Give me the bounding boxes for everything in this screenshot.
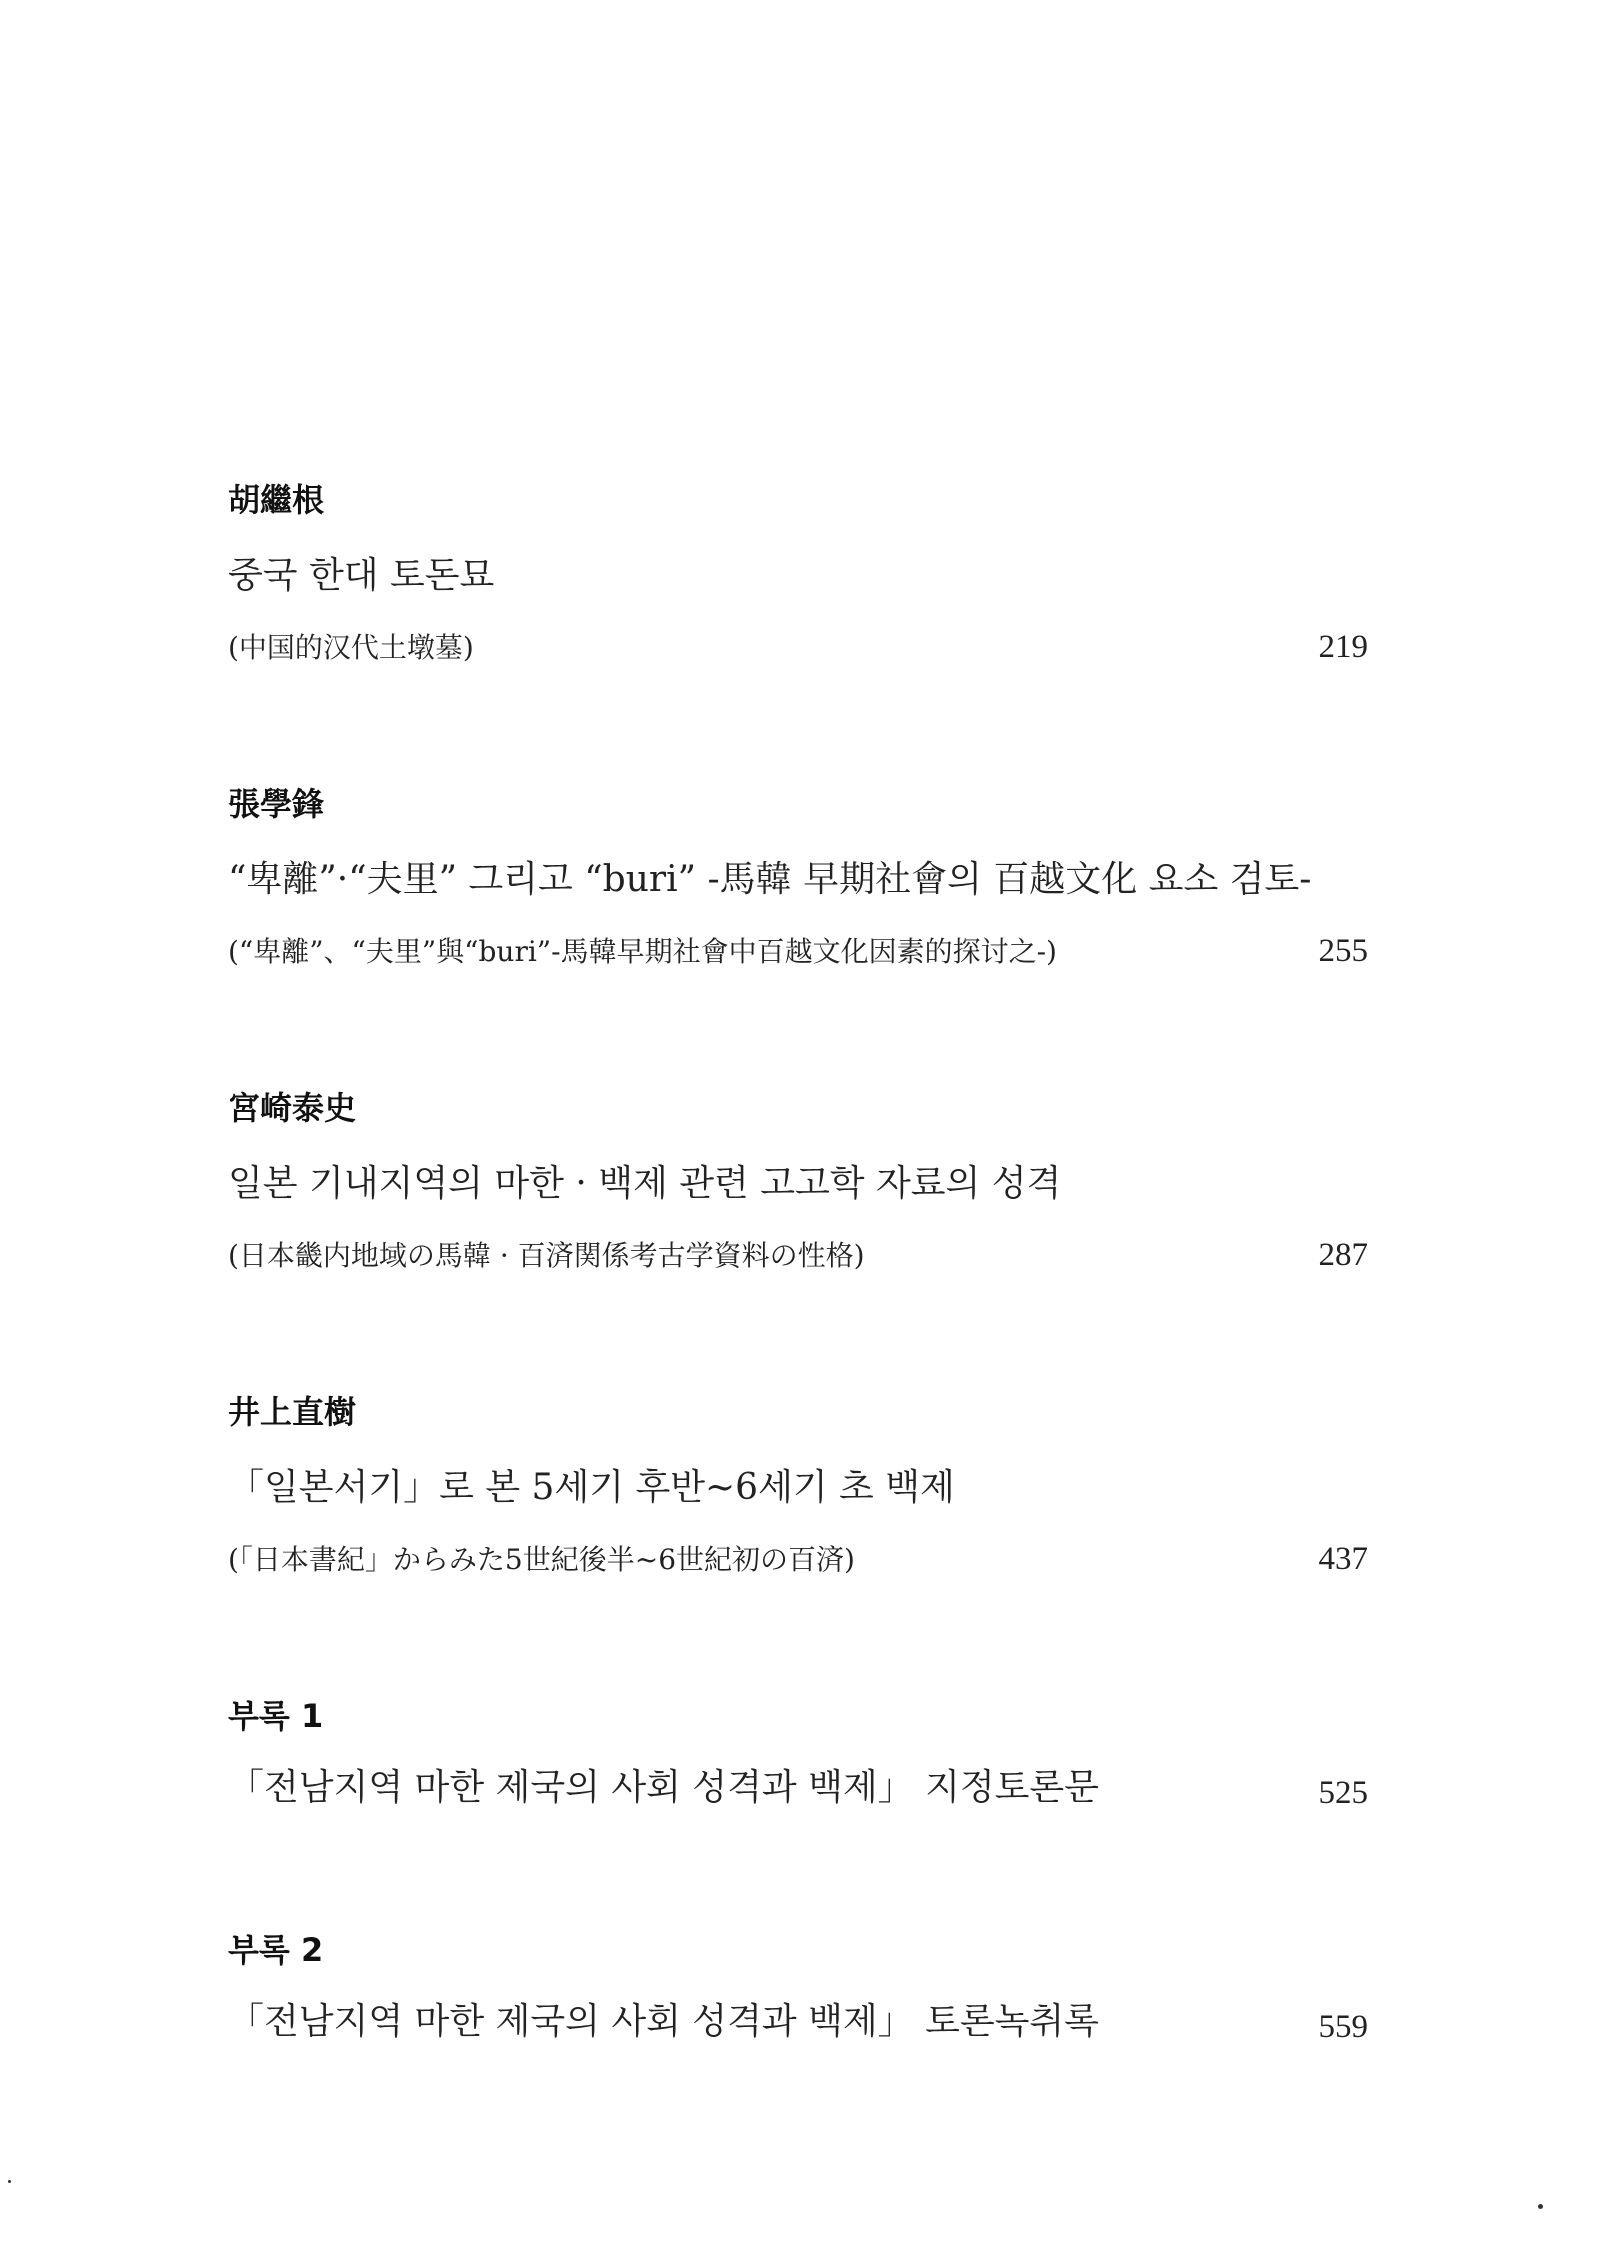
entry-subtitle: (「日本書紀」からみた5世紀後半~6世紀初の百済) xyxy=(228,1543,855,1576)
entry-title: “卑離”·“夫里” 그리고 “buri” -馬韓 早期社會의 百越文化 요소 검토- xyxy=(228,859,1312,900)
appendix-label: 부록 2 xyxy=(228,1931,324,1969)
entry-subtitle: (日本畿内地域の馬韓 · 百済関係考古学資料の性格) xyxy=(228,1239,865,1272)
entry-subtitle: (中国的汉代土墩墓) xyxy=(228,631,474,664)
appendix-title: 「전남지역 마한 제국의 사회 성격과 백제」 지정토론문 xyxy=(228,1767,1099,1808)
entry-author: 張學鋒 xyxy=(228,785,325,823)
toc-entry xyxy=(228,1392,1368,1578)
appendix-page-number: 525 xyxy=(1318,1775,1368,1811)
entry-author: 宮崎泰史 xyxy=(228,1089,357,1127)
entry-page-number: 437 xyxy=(1318,1541,1368,1577)
entry-title: 「일본서기」로 본 5세기 후반~6세기 초 백제 xyxy=(228,1467,955,1508)
entry-author: 胡繼根 xyxy=(228,481,325,519)
entry-subtitle: (“卑離”、“夫里”與“buri”-馬韓早期社會中百越文化因素的探讨之-) xyxy=(228,935,1057,968)
appendix-title: 「전남지역 마한 제국의 사회 성격과 백제」 토론녹취록 xyxy=(228,2001,1099,2042)
appendix-label: 부록 1 xyxy=(228,1697,324,1735)
entry-page-number: 219 xyxy=(1318,629,1368,665)
appendix-entry xyxy=(228,1930,1368,2046)
toc-entry xyxy=(228,480,1368,666)
appendix-entry xyxy=(228,1696,1368,1812)
toc-entry xyxy=(228,784,1368,970)
entry-page-number: 287 xyxy=(1318,1237,1368,1273)
appendix-page-number: 559 xyxy=(1318,2009,1368,2045)
entry-author: 井上直樹 xyxy=(228,1393,357,1431)
table-of-contents xyxy=(228,480,1368,2164)
entry-title: 중국 한대 토돈묘 xyxy=(228,555,495,596)
scan-speck xyxy=(1538,2204,1543,2209)
toc-entry xyxy=(228,1088,1368,1274)
entry-title: 일본 기내지역의 마한 · 백제 관련 고고학 자료의 성격 xyxy=(228,1163,1062,1204)
entry-page-number: 255 xyxy=(1318,933,1368,969)
scan-speck xyxy=(8,2180,11,2183)
